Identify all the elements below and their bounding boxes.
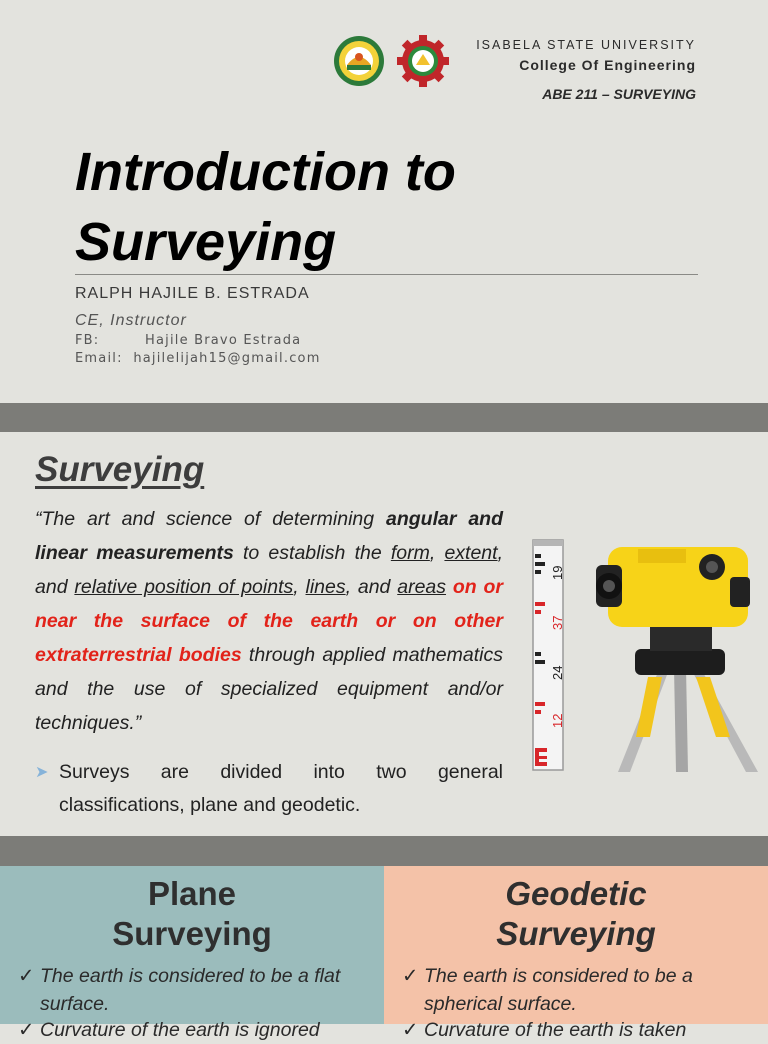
surveying-definition-slide [0,432,768,836]
section-heading: Surveying [35,450,205,489]
contact-email [75,351,321,366]
email-value: hajilelijah15@gmail.com [133,351,321,366]
plane-surveying-title [0,874,384,954]
title-divider [75,274,698,275]
survey-types-slide [0,866,768,1041]
plane-title-line-2: Surveying [112,915,272,952]
def-text: , [293,576,306,598]
plane-surveying-column [0,866,384,1041]
checkmark-icon: ✓ [18,965,35,987]
plane-point-text: Curvature of the earth is ignored [40,1019,320,1041]
author-name: RALPH HAJILE B. ESTRADA [75,285,310,302]
checkmark-icon: ✓ [402,1019,419,1041]
email-label: Email: [75,351,123,366]
college-name: College Of Engineering [519,57,696,73]
university-name: ISABELA STATE UNIVERSITY [476,38,696,52]
def-underlined: extent [444,542,498,564]
rod-number: 12 [550,713,565,728]
def-underlined: relative position of points [74,576,294,598]
course-code: ABE 211 – SURVEYING [542,86,696,102]
geodetic-surveying-column [384,866,768,1041]
rod-number: 24 [550,665,565,680]
slide-separator [0,403,768,432]
geodetic-point-2 [402,1016,752,1044]
def-highlight: on or near the surface of the earth or on other extraterrestrial bodies [35,576,504,666]
title-line-1: Introduction to [75,142,456,202]
def-text: “The art and science of determining [35,508,386,530]
def-text [446,576,453,598]
geodetic-point-1 [402,962,752,1018]
plane-title-line-1: Plane [147,875,237,912]
def-text: , and [345,576,398,598]
def-bold: angular and linear measurements [35,508,503,564]
isu-seal-logo [333,35,385,87]
geodetic-surveying-title [384,874,768,954]
auto-level-tripod-image [590,537,765,772]
geodetic-title-line-1: Geodetic [505,875,647,912]
arrow-bullet-icon: ➤ [35,764,49,781]
plane-point-2 [18,1016,368,1044]
slide-title [75,137,456,277]
contact-fb [75,333,301,348]
fb-value: Hajile Bravo Estrada [145,333,302,348]
checkmark-icon: ✓ [18,1019,35,1041]
def-text: to establish the [233,542,391,564]
classification-bullet [35,756,503,822]
leveling-rod-image [530,540,566,770]
slide-separator [0,836,768,866]
title-slide [0,0,768,403]
def-text: , [429,542,445,564]
def-text: through applied mathematics and the use of specialized equipment and/or techniques.” [35,644,503,734]
def-text: , and [35,542,503,598]
def-underlined: lines [305,576,346,598]
author-role: CE, Instructor [75,312,187,329]
def-underlined: areas [397,576,447,598]
fb-label: FB: [75,333,100,348]
college-engineering-gear-logo [397,35,449,87]
plane-point-1 [18,962,368,1018]
def-underlined: form [390,542,430,564]
geodetic-point-text: Curvature of the earth is taken [424,1019,687,1041]
geodetic-point-text: The earth is considered to be a spherical surface. [424,965,693,1015]
checkmark-icon: ✓ [402,965,419,987]
title-line-2: Surveying [75,212,337,272]
surveying-definition [35,502,503,740]
institution-header [476,38,696,102]
plane-point-text: The earth is considered to be a flat surface. [40,965,341,1015]
bullet-text: Surveys are divided into two general classifications, plane and geodetic. [59,761,503,816]
rod-number: 19 [550,565,565,580]
rod-number: 37 [550,615,565,630]
geodetic-title-line-2: Surveying [496,915,656,952]
